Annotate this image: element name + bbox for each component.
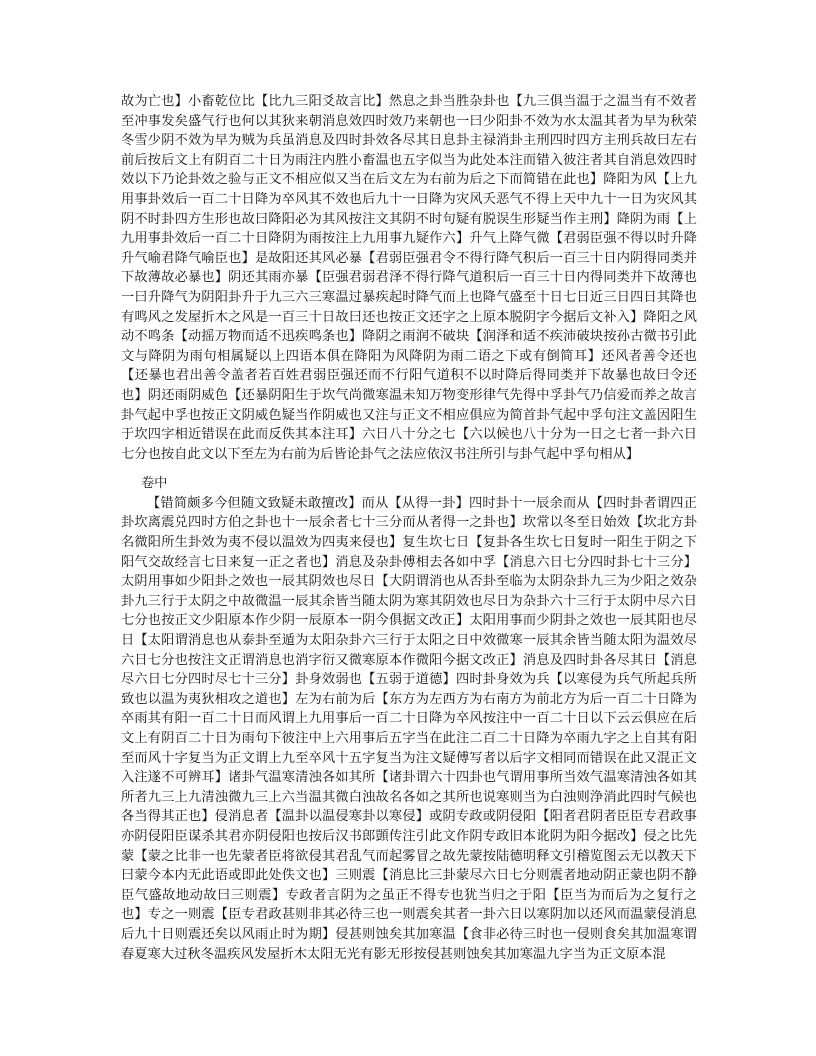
paragraph-main: 【错简颇多今但随文致疑未敢擅改】而从【从得一卦】四时卦十一辰余而从【四时卦者谓四正卦坎离震兑四时方伯之卦也十一辰余者七十三分而从者得一之卦也】坎常以冬至日始效【坎北方卦名微阳所生卦效为夷不侵以温效为四夷来侵也】复生坎七日【复卦各生坎七日复时一阳生于阴之下阳气交故经言七日来复一正之者也】消息及杂卦傅相去各如中孚【消息六日七分四时卦七十三分】太阴用事如少阳卦之效也一辰其阴效也尽日【大阴谓消也从否卦至临为太阴杂卦九三为少阳之效杂卦九三行于太阴之中故微温一辰其余皆当随太阴为寒其阴效也尽日为杂卦六十三行于太阴中尽六日七分也按正文少阳原本作少阴一辰原本一阴今俱据文改正】太阳用事而少阴卦之效也一辰其阳也尽日【太阳谓消息也从泰卦至遁为太阳杂卦六三行于太阳之日中效微寒一辰其余皆当随太阳为温效尽六日七分也按注文正谓消息也消字衍又微寒原本作微阳今据文改正】消息及四时卦各尽其日【消息尽六日七分四时尽七十三分】卦身效弱也【五弱于道德】四时卦身效为兵【以寒侵为兵气所起兵所致也以温为夷狄相攻之道也】左为右前为后【东方为左西方为右南方为前北方为后一百二十日降为卒雨其有阳一百二十日而风谓上九用事后一百二十日降为卒风按注中一百二十日以下云云俱应在后文上有阴百二十日为雨句下彼注中上六用事后五字当在此注二百二十日降为卒雨九字之上自其有阳至而风十字复当为正文谓上九至卒风十五字复当为注文疑傅写者以后字文相同而错误在此又混正文入注遂不可辨耳】诸卦气温寒清浊各如其所【诸卦谓六十四卦也气谓用事所当效气温寒清浊各如其所者九三上九清浊微九三上六当温其微白浊故名各如之其所也说寒则当为白浊则浄消此四时气候也各当得其正也】侵消息者【温卦以温侵寒卦以寒侵】或阴专政或阴侵阳【阳者君阴者臣臣专君政事亦阴侵阳臣谋杀其君亦阴侵阳也按后汉书郎顗传注引此文作阴专政旧本讹阴为阳今据改】侵之比先蒙【蒙之比非一也先蒙者臣将欲侵其君乱气而起雾冒之故先蒙按陆德明释文引稽览图云无以教天下曰蒙今本内无此语或即此处佚文也】三则震【消息比三卦蒙尽六日七分则震者地动阴正蒙也阴不静臣气盛故地动故曰三则震】专政者言阴为之虽正不得专也犹当归之于阳【臣当为而后为之复行之也】专之一则震【臣专君政甚则非其必待三也一则震矣其者一卦六日以寒阴加以还风而温蒙侵消息后九十日则震还矣以风雨止时为期】侵甚则蚀矣其加寒温【食非必待三时也一侵则食矣其加温寒谓春夏寒大过秋冬温疾风发屋折木太阳无光有影无形按侵甚则蚀矣其加寒温九字当为正文原本混: [121, 495, 697, 962]
document-page: [121, 92, 697, 964]
section-heading: 卷中: [141, 476, 168, 492]
paragraph-continuation: 故为亡也】小畜乾位比【比九三阳爻故言比】然息之卦当胜杂卦也【九三俱当温于之温当有不效者至冲事发矣盛气行也何以其狄来朝消息效四时效乃来朝也一曰少阳卦不效为水太温其者为早为秋荣冬雪少阴不效为早为贼为兵虽消息及四时卦效各尽其日息卦主禄消卦主刑四时四方主刑兵故曰左右前后按后文上有阴百二十日为雨注内胜小畜温也五字似当为此处本注而错入彼注者其自消息效四时效以下乃论卦效之验与正文不相应似又当在后文左为右前为后之下而简错在此也】降阳为风【上九用事卦效后一百二十日降为卒风其不效也后九十一日降为灾风夭恶气不得上天中九十一日为灾风其阴不时卦四方生形也故曰降阳必为其风按注文其阴不时句疑有脱误生形疑当作主刑】降阴为雨【上九用事卦效后一百二十日降阴为雨按注上九用事九疑作六】升气上降气微【君弱臣强不得以时升降升气喻君降气喻臣也】是故阳还其风必暴【君弱臣强君令不得行降气积后一百三十日内阴得同类并下故薄故必暴也】阴还其雨亦暴【臣强君弱君泽不得行降气道积后一百三十日内得同类并下故薄也一曰升降气为阴阳卦升于九三六三寒温过暴疾起时降气而上也降气盛至十日七日近三日四日其降也有鸣风之发屋折木之风是一百三十日故曰还也按正文还字之上原本脱阴字今据后文补入】降阳之风动不鸣条【动摇万物而适不迅疾鸣条也】降阴之雨润不破块【润泽和适不疾沛破块按孙古微书引此文与降阴为雨句相属疑以上四语本俱在降阳为风降阴为雨二语之下或有倒简耳】还风者善令还也【还暴也君出善令盖者若百姓君弱臣强还而不行阳气道积不以时降后得同类并下故暴也故曰令还也】阴还雨阴威色【还暴阴阳生于坎气尚微寒温未知万物变形律气先得中孚卦气乃信爱而养之故言卦气起中孚也按正文阴威色疑当作阴威也又注与正文不相应俱应为简首卦气起中孚句注文盖因阳生于坎四字相近错误在此而反佚其本注耳】六日八十分之七【六以候也八十分为一日之七者一卦六日七分也按自此文以下至左为右前为后皆论卦气之法应依汉书注所引与卦气起中孚句相从】: [121, 94, 697, 462]
